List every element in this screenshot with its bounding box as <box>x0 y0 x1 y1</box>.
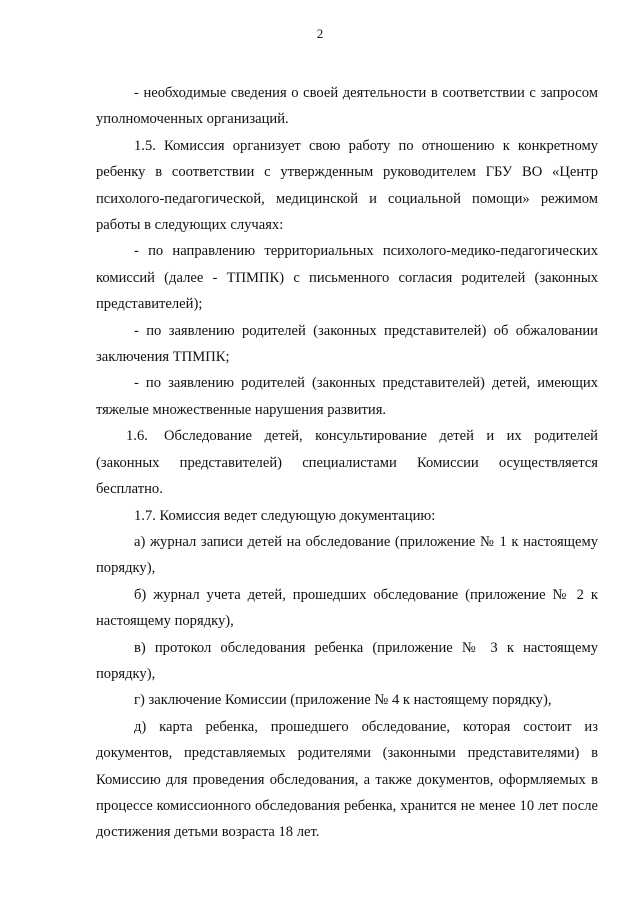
paragraph-info-request: - необходимые сведения о своей деятельности в соответствии с запросом уполномоченных организаций. <box>96 85 598 128</box>
list-item-tpmpk-referral: - по направлению территориальных психолого-медико-педагогических комиссий (далее - ТПМПК) с письменного согласия родителей (законных представителей); <box>96 243 598 313</box>
section-text: Обследование детей, консультирование детей и их родителей (законных представителей) специалистами Комиссии осуществляется бесплатно. <box>96 428 598 498</box>
document-body <box>96 80 598 846</box>
list-item-v: в) протокол обследования ребенка (приложение № 3 к настоящему порядку), <box>96 639 598 682</box>
paragraph-1-5: 1.5. Комиссия организует свою работу по отношению к конкретному ребенку в соответствии с утвержденным руководителем ГБУ ВО «Центр психолого-педагогической, медицинской и социальной помощи» режимом работы в следующих случаях: <box>96 137 598 234</box>
paragraph-1-7: 1.7. Комиссия ведет следующую документацию: <box>134 507 436 524</box>
list-item-g: г) заключение Комиссии (приложение № 4 к настоящему порядку), <box>134 692 552 709</box>
list-item-appeal: - по заявлению родителей (законных представителей) об обжаловании заключения ТПМПК; <box>96 322 598 366</box>
list-item-severe-disorders: - по заявлению родителей (законных представителей) детей, имеющих тяжелые множественные нарушения развития. <box>96 375 598 418</box>
paragraph-1-6 <box>96 423 598 502</box>
page-number: 2 <box>316 26 324 41</box>
list-item-a: а) журнал записи детей на обследование (приложение № 1 к настоящему порядку), <box>96 533 598 577</box>
list-item-d: д) карта ребенка, прошедшего обследование, которая состоит из документов, представляемых родителями (законными представителями) в Комиссию для проведения обследования, а также документов, оформляемых в процессе комиссионного обследования ребенка, хранится не менее 10 лет после достижения детьми возраста 18 лет. <box>96 718 598 841</box>
list-item-b: б) журнал учета детей, прошедших обследование (приложение № 2 к настоящему порядку), <box>96 586 598 630</box>
section-number: 1.6. <box>126 428 148 445</box>
